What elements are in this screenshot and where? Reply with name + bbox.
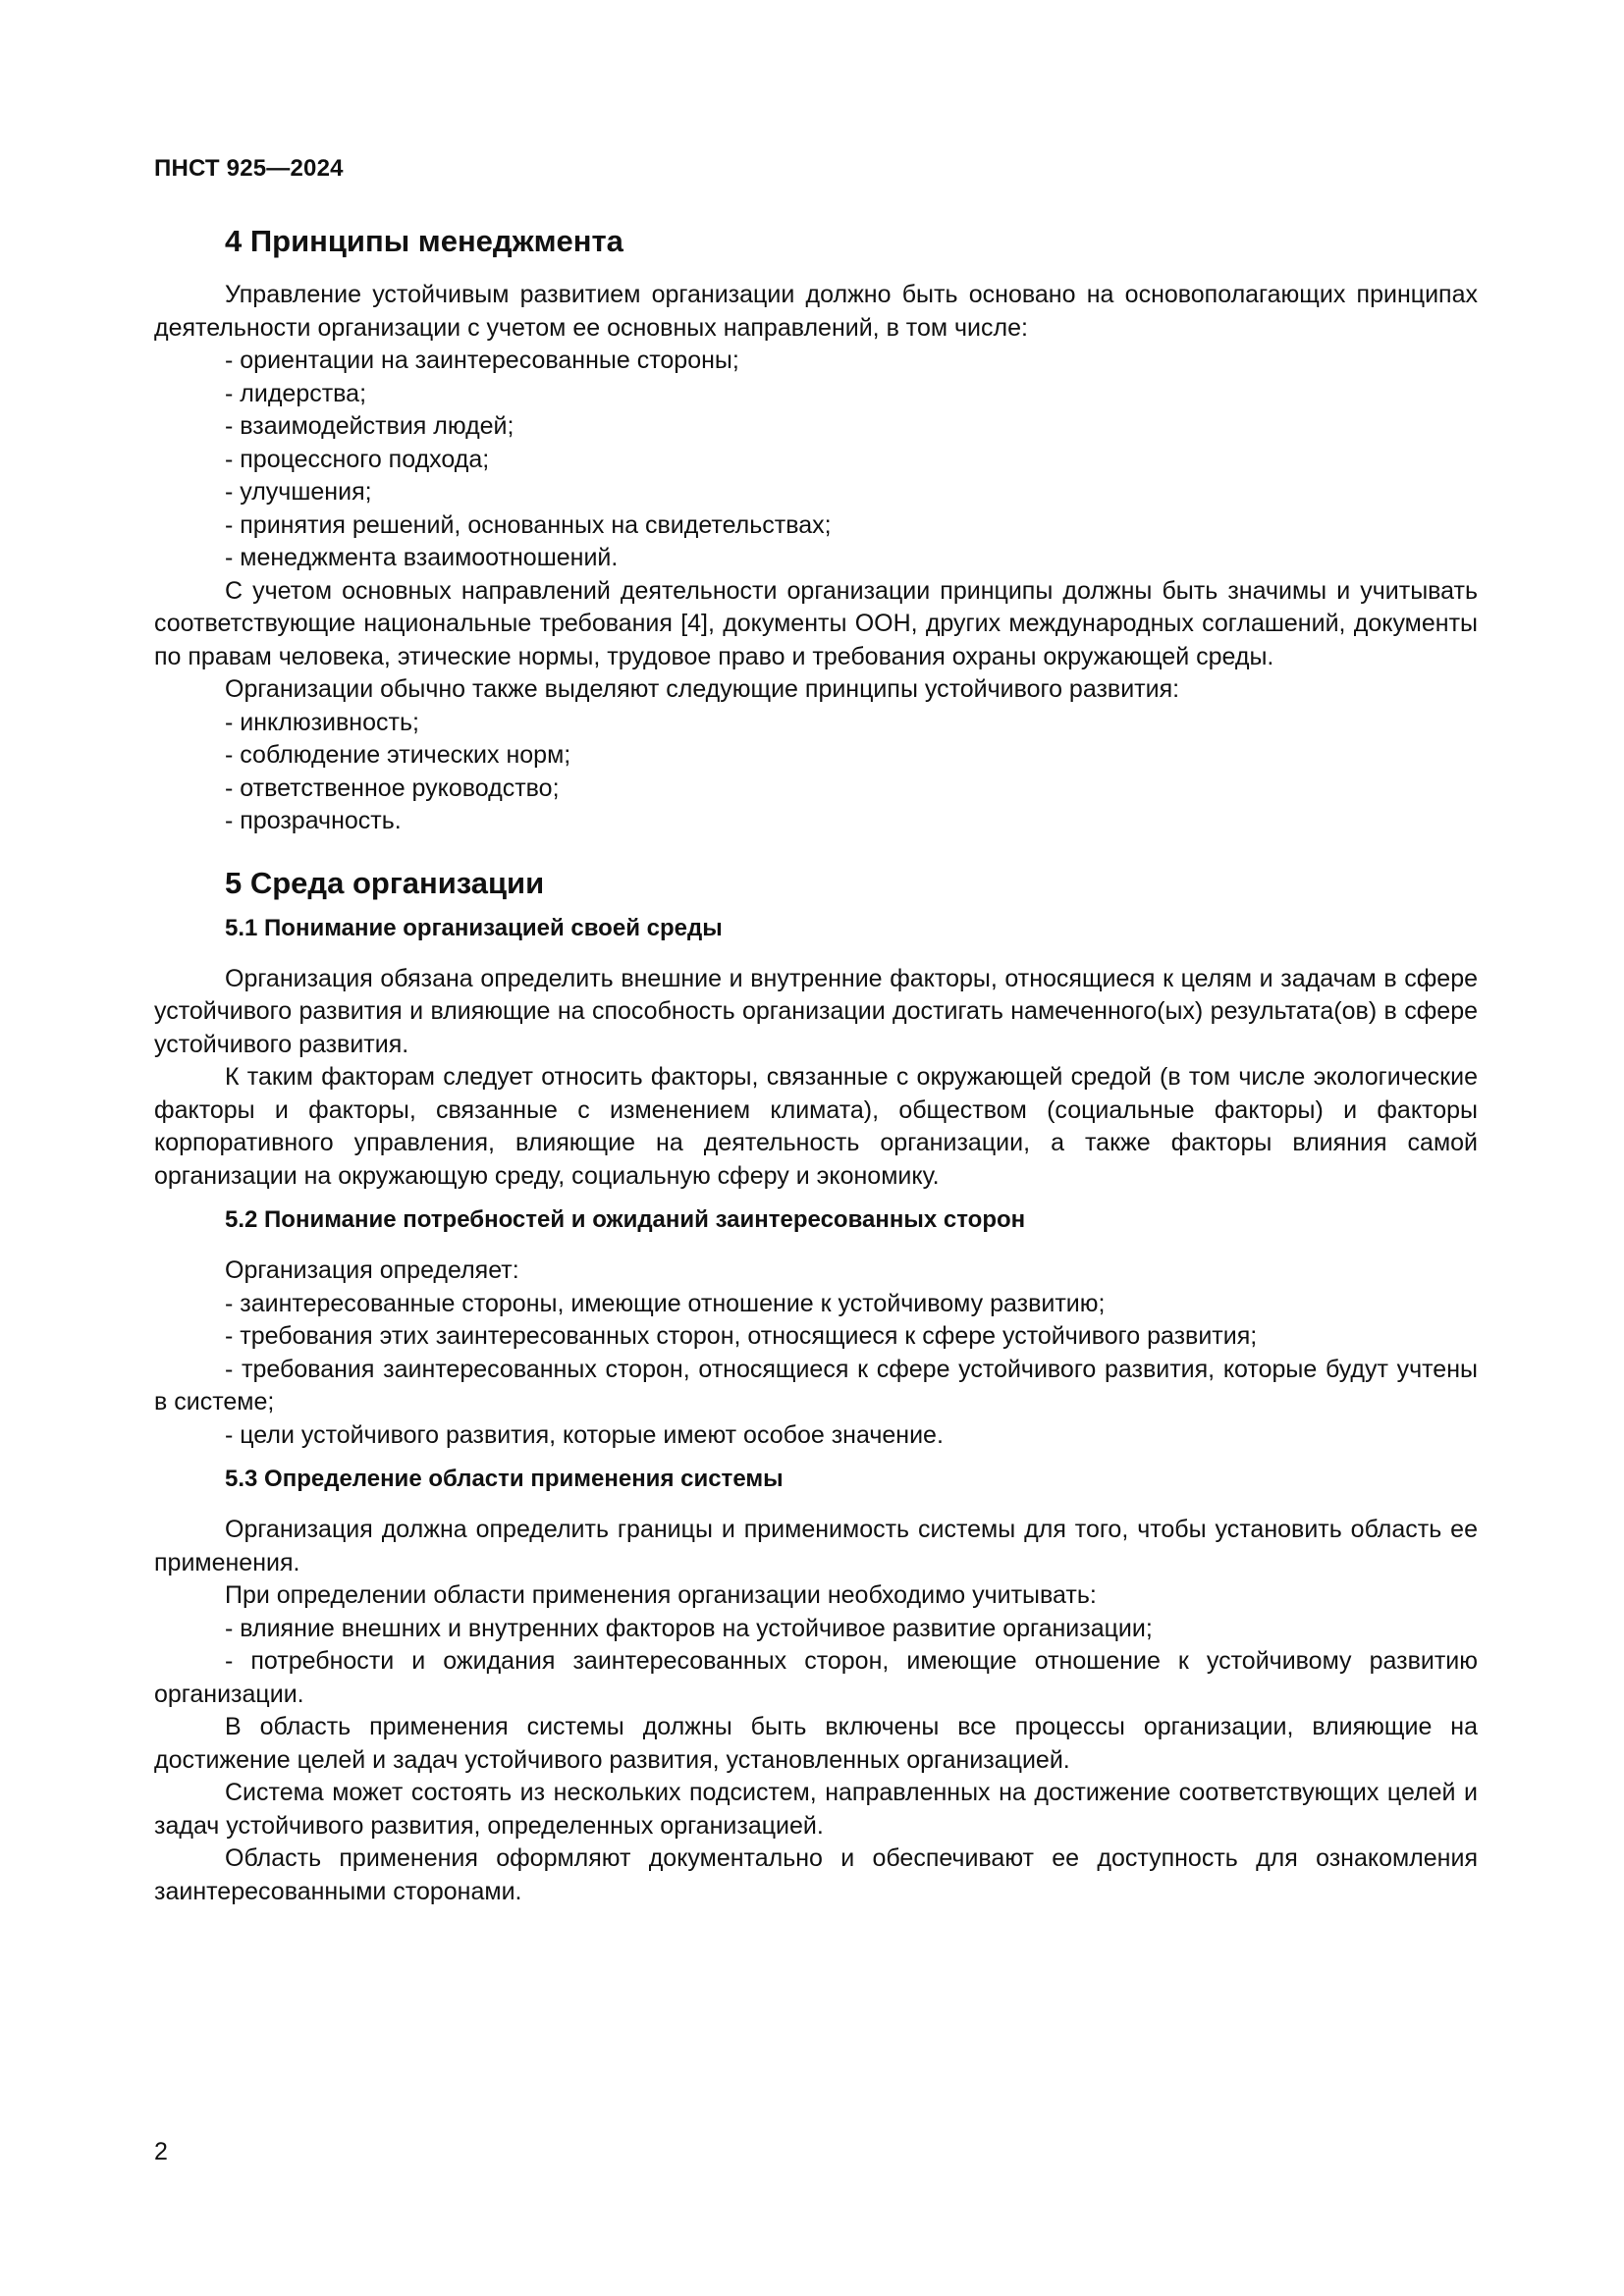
document-code: ПНСТ 925—2024 [154, 155, 344, 182]
list-item: - принятия решений, основанных на свидетельствах; [225, 510, 832, 539]
list-item: - лидерства; [225, 379, 367, 407]
list-item: - взаимодействия людей; [225, 412, 514, 440]
list-item: - требования заинтересованных сторон, относящиеся к сфере устойчивого развития, которые будут учтены в системе; [154, 1355, 1478, 1415]
subsection-5-3-paragraph: Система может состоять из нескольких подсистем, направленных на достижение соответствующих целей и задач устойчивого развития, определенных организацией. [154, 1779, 1478, 1840]
subsection-5-3-paragraph: Организация должна определить границы и применимость системы для того, чтобы установить область ее применения. [154, 1516, 1478, 1576]
list-item: - влияние внешних и внутренних факторов на устойчивое развитие организации; [225, 1614, 1153, 1642]
list-item: - инклюзивность; [225, 708, 419, 736]
section-5-heading: 5 Среда организации [225, 865, 545, 900]
subsection-5-3-paragraph: В область применения системы должны быть включены все процессы организации, влияющие на достижение целей и задач устойчивого развития, установленных организацией. [154, 1713, 1478, 1774]
page-content [154, 224, 1478, 1908]
list-item: - требования этих заинтересованных сторон, относящиеся к сфере устойчивого развития; [225, 1322, 1258, 1350]
page-number: 2 [154, 2138, 168, 2165]
list-item: - менеджмента взаимоотношений. [225, 544, 619, 571]
list-item: - ответственное руководство; [225, 774, 560, 802]
section-4-heading: 4 Принципы менеджмента [225, 224, 623, 258]
subsection-5-3-heading: 5.3 Определение области применения системы [225, 1466, 784, 1492]
list-item: - улучшения; [225, 478, 372, 506]
list-item: - соблюдение этических норм; [225, 741, 571, 769]
section-4-paragraph: Организации обычно также выделяют следующие принципы устойчивого развития: [225, 675, 1180, 703]
section-4-paragraph: С учетом основных направлений деятельности организации принципы должны быть значимы и учитывать соответствующие национальные требования [4], документы ООН, других международных соглашений, документы по правам человека, этические нормы, трудовое право и требования охраны окружающей среды. [154, 576, 1478, 670]
list-item: - цели устойчивого развития, которые имеют особое значение. [225, 1420, 944, 1449]
list-item: - потребности и ожидания заинтересованных сторон, имеющие отношение к устойчивому развитию организации. [154, 1647, 1478, 1708]
list-item: - процессного подхода; [225, 445, 490, 473]
list-item: - заинтересованные стороны, имеющие отношение к устойчивому развитию; [225, 1289, 1106, 1317]
subsection-5-1-paragraph: Организация обязана определить внешние и внутренние факторы, относящиеся к целям и задачам в сфере устойчивого развития и влияющие на способность организации достигать намеченного(ых) результата(ов) в сфере устойчивого развития. [154, 964, 1478, 1058]
subsection-5-2-intro: Организация определяет: [225, 1256, 519, 1284]
subsection-5-1-heading: 5.1 Понимание организацией своей среды [225, 914, 723, 941]
section-4-intro: Управление устойчивым развитием организации должно быть основано на основополагающих принципах деятельности организации с учетом ее основных направлений, в том числе: [154, 281, 1478, 342]
list-item: - ориентации на заинтересованные стороны; [225, 347, 739, 374]
subsection-5-3-paragraph: При определении области применения организации необходимо учитывать: [225, 1581, 1097, 1609]
subsection-5-2-heading: 5.2 Понимание потребностей и ожиданий заинтересованных сторон [225, 1206, 1026, 1233]
list-item: - прозрачность. [225, 807, 402, 834]
subsection-5-1-paragraph: К таким факторам следует относить факторы, связанные с окружающей средой (в том числе экологические факторы и факторы, связанные с изменением климата), обществом (социальные факторы) и факторы корпоративного управления, влияющие на деятельность организации, а также факторы влияния самой организации на окружающую среду, социальную сферу и экономику. [154, 1063, 1478, 1190]
subsection-5-3-paragraph: Область применения оформляют документально и обеспечивают ее доступность для ознакомления заинтересованными сторонами. [154, 1844, 1478, 1905]
